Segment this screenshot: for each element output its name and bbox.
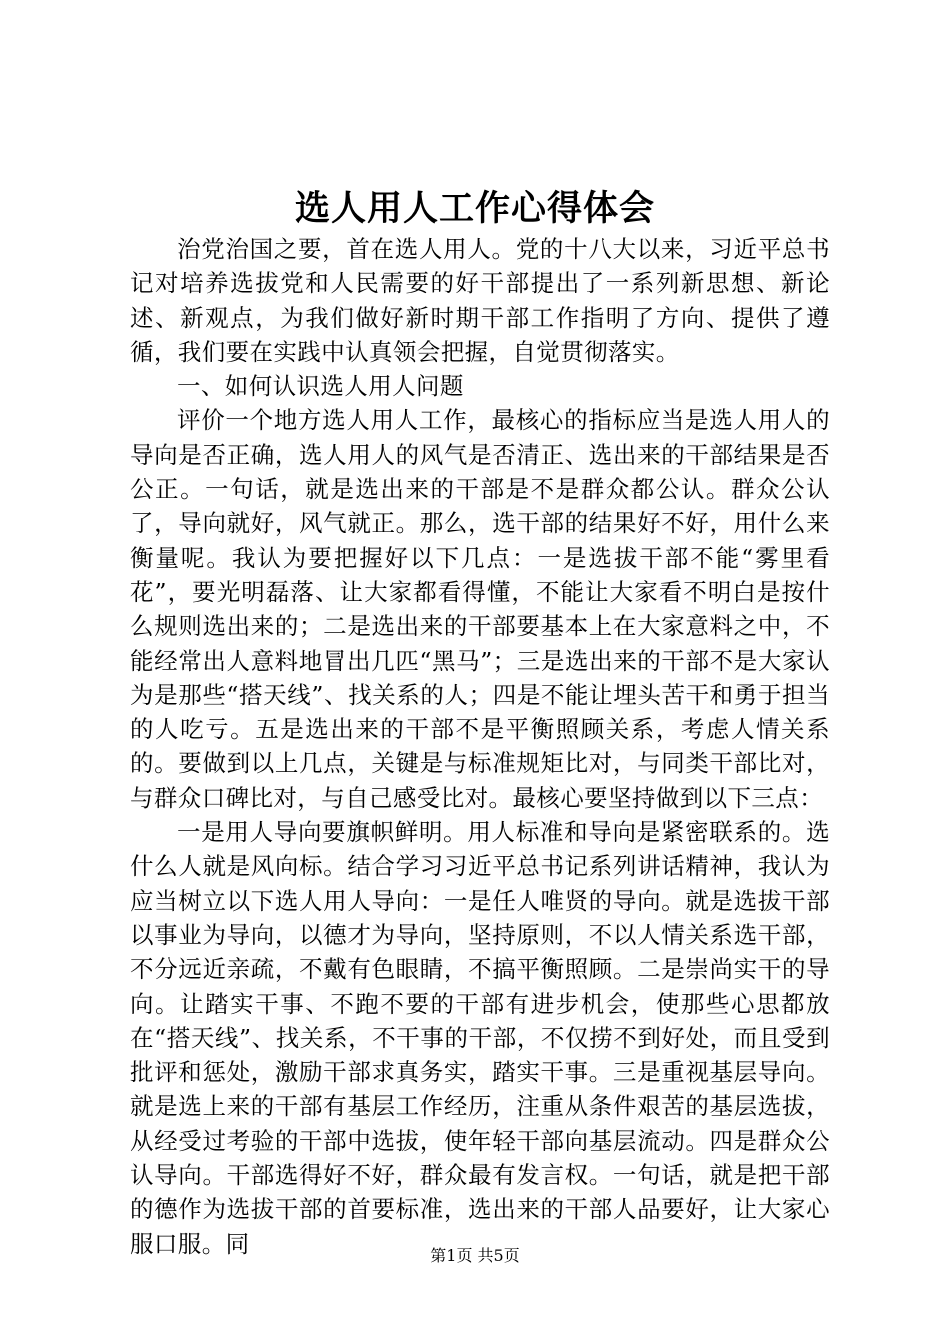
page-footer: 第1页 共5页: [430, 1246, 520, 1265]
paragraph-intro: 治党治国之要，首在选人用人。党的十八大以来，习近平总书记对培养选拔党和人民需要的好干部提出了一系列新思想、新论述、新观点，为我们做好新时期干部工作指明了方向、提供了遵循，我们要在实践中认真领会把握，自觉贯彻落实。: [130, 235, 830, 366]
document-body: [130, 232, 830, 1261]
document-title: 选人用人工作心得体会: [294, 188, 655, 229]
paragraph-evaluation: 评价一个地方选人用人工作，最核心的指标应当是选人用人的导向是否正确，选人用人的风气是否清正、选出来的干部结果是否公正。一句话，就是选出来的干部是不是群众都公认。群众公认了，导向就好，风气就正。那么，选干部的结果好不好，用什么来衡量呢。我认为要把握好以下几点：一是选拔干部不能“雾里看花”，要光明磊落、让大家都看得懂，不能让大家看不明白是按什么规则选出来的；二是选出来的干部要基本上在大家意料之中，不能经常出人意料地冒出几匹“黑马”；三是选出来的干部不是大家认为是那些“搭天线”、找关系的人；四是不能让埋头苦干和勇于担当的人吃亏。五是选出来的干部不是平衡照顾关系，考虑人情关系的。要做到以上几点，关键是与标准规矩比对，与同类干部比对，与群众口碑比对，与自己感受比对。最核心要坚持做到以下三点：: [130, 406, 830, 812]
paragraph-guidance: 一是用人导向要旗帜鲜明。用人标准和导向是紧密联系的。选什么人就是风向标。结合学习习近平总书记系列讲话精神，我认为应当树立以下选人用人导向：一是任人唯贤的导向。就是选拔干部以事业为导向，以德才为导向，坚持原则，不以人情关系选干部，不分远近亲疏，不戴有色眼睛，不搞平衡照顾。二是崇尚实干的导向。让踏实干事、不跑不要的干部有进步机会，使那些心思都放在“搭天线”、找关系，不干事的干部，不仅捞不到好处，而且受到批评和惩处，激励干部求真务实，踏实干事。三是重视基层导向。就是选上来的干部有基层工作经历，注重从条件艰苦的基层选拔，从经受过考验的干部中选拔，使年轻干部向基层流动。四是群众公认导向。干部选得好不好，群众最有发言权。一句话，就是把干部的德作为选拔干部的首要标准，选出来的干部人品要好，让大家心服口服。同: [130, 818, 830, 1258]
section-heading-1: 一、如何认识选人用人问题: [177, 372, 464, 401]
